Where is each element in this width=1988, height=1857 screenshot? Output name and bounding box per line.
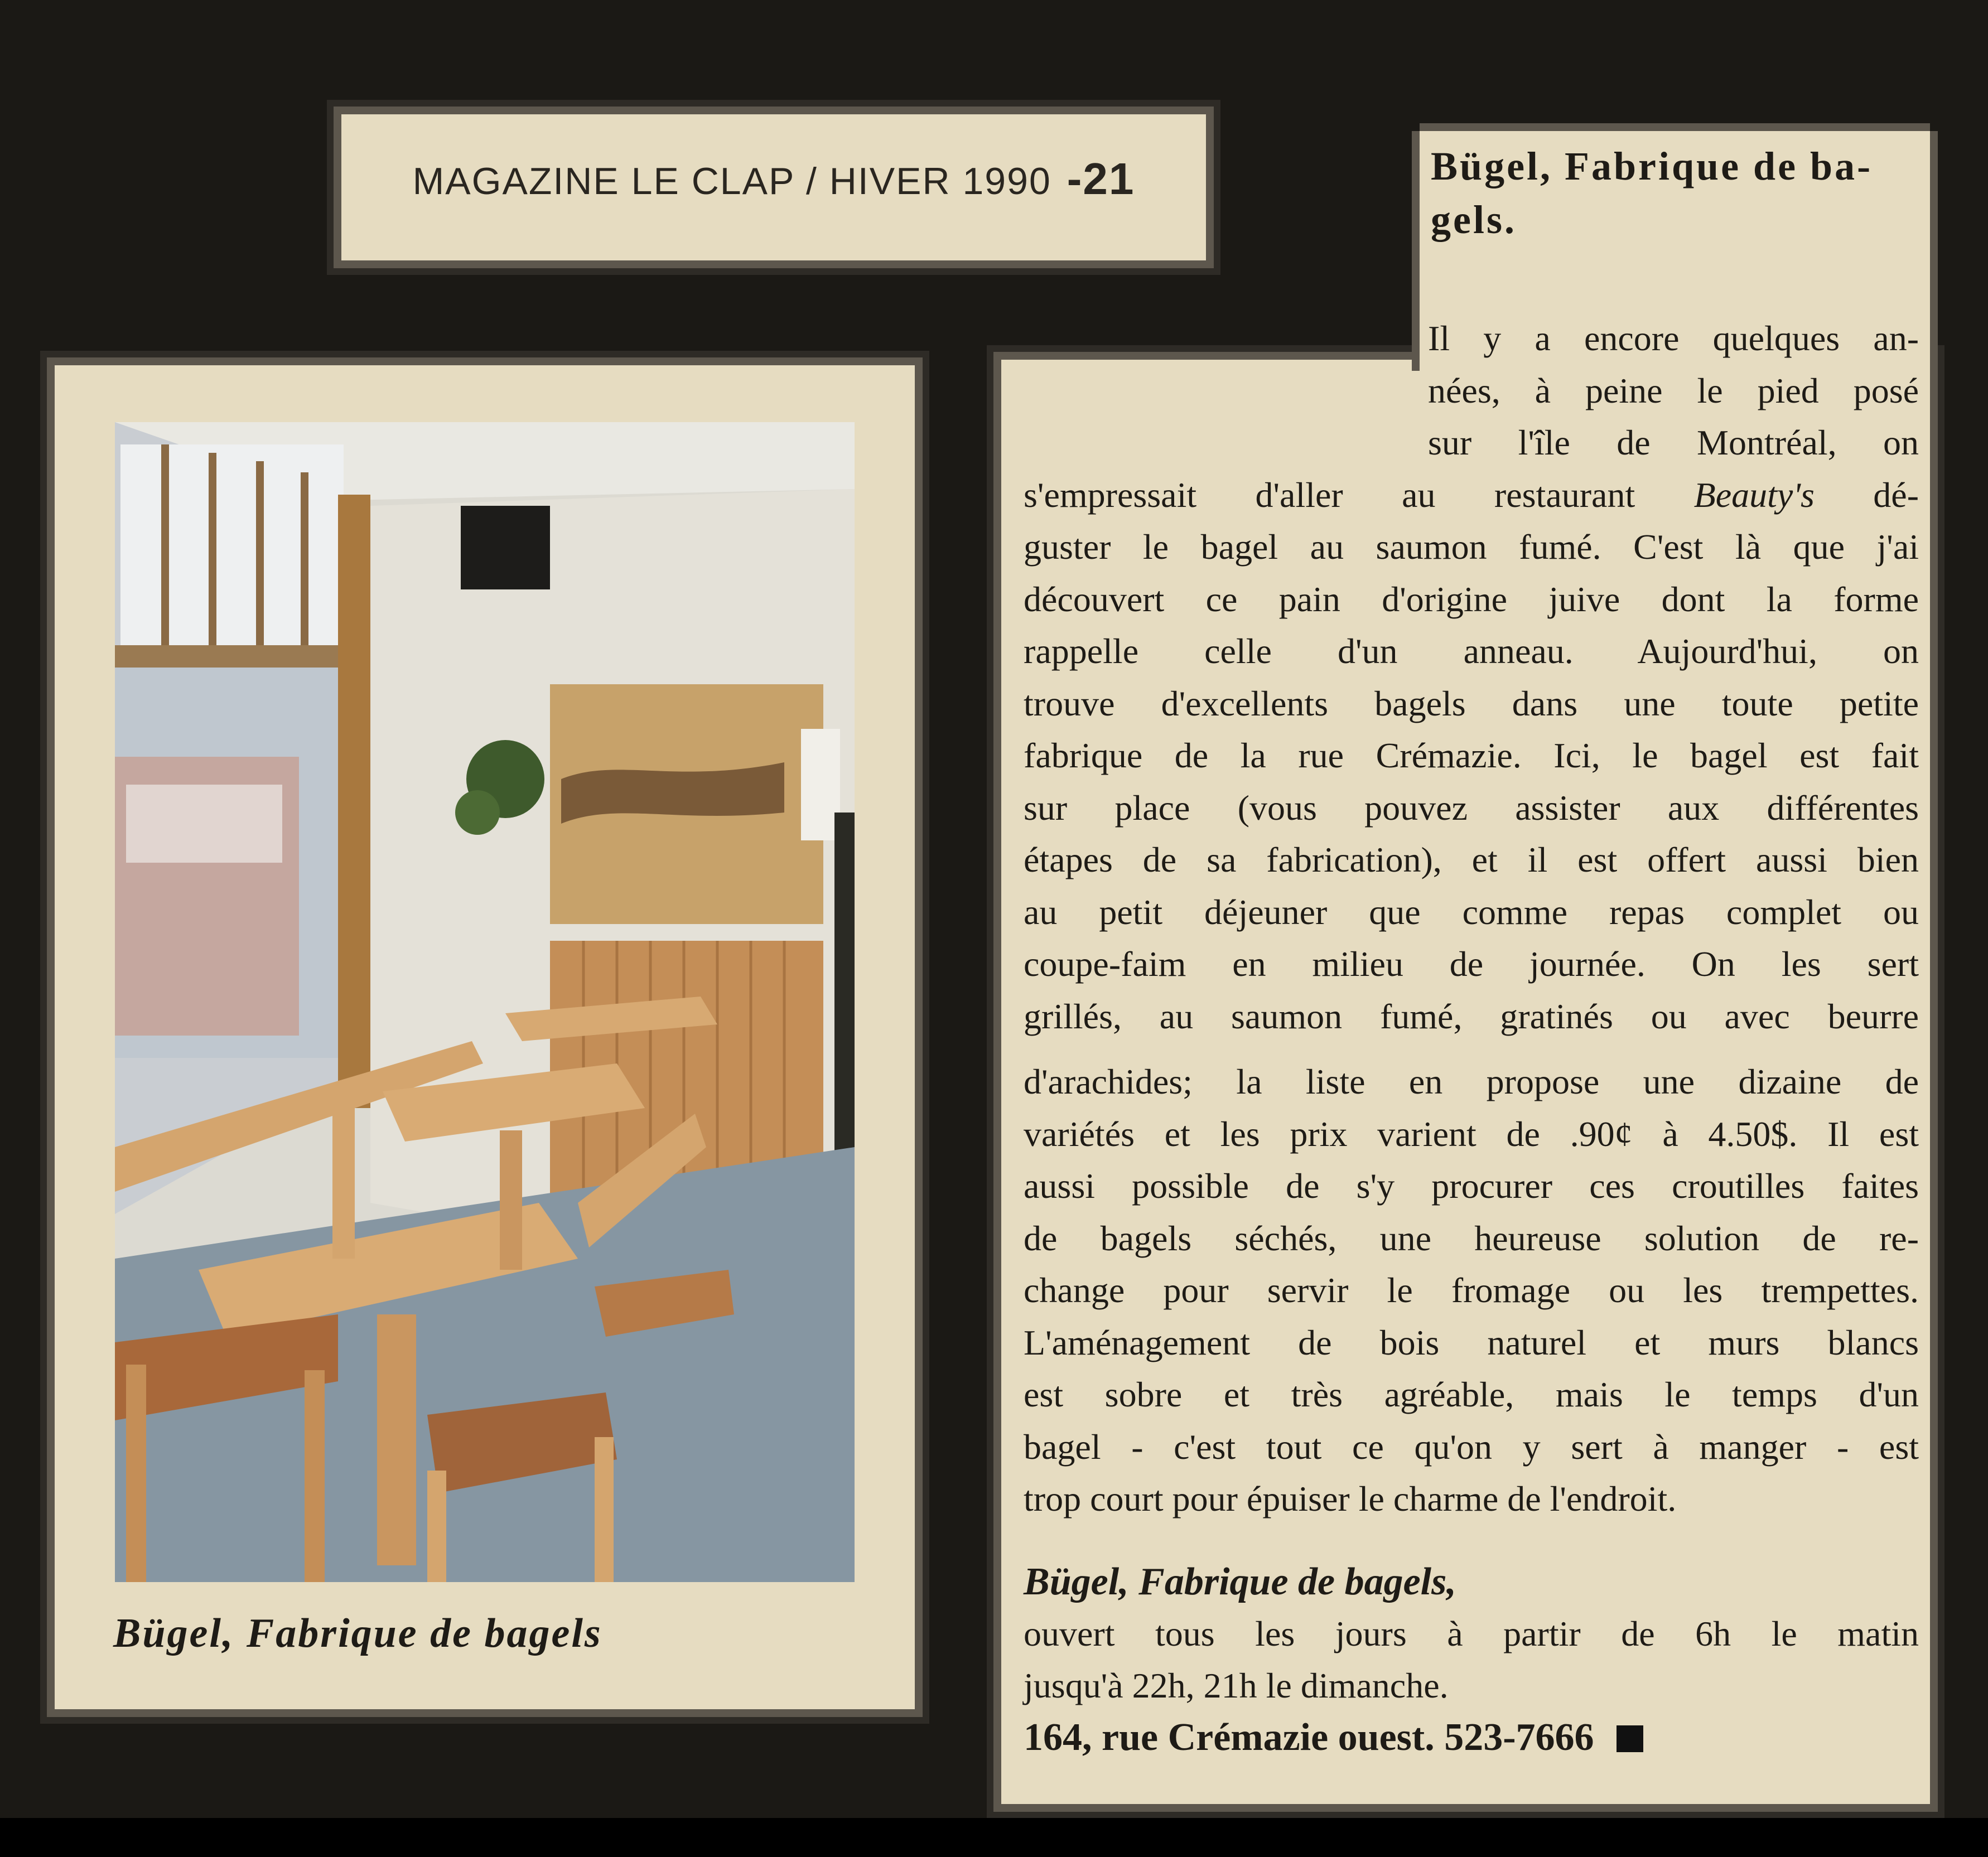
photo-clipping — [55, 365, 915, 1709]
body-line: change pour servir le fromage ou les trempettes. — [1024, 1270, 1919, 1310]
magazine-title: MAGAZINE LE CLAP / HIVER 1990 — [412, 160, 1051, 202]
body-line: bagel - c'est tout ce qu'on y sert à manger - est — [1024, 1426, 1919, 1467]
header-clipping — [341, 114, 1206, 260]
body-line: Il y a encore quelques an- — [1428, 318, 1919, 358]
body-line: variétés et les prix varient de .90¢ à 4.50$. Il est — [1024, 1114, 1919, 1154]
article-headline — [1431, 139, 1922, 246]
body-line: sur l'île de Montréal, on — [1428, 423, 1919, 462]
body-line: sur place (vous pouvez assister aux différentes — [1024, 787, 1919, 828]
body-line: fabrique de la rue Crémazie. Ici, le bagel est fait — [1024, 736, 1919, 775]
restaurant-name-italic: Beauty's — [1693, 475, 1815, 515]
photo-caption: Bügel, Fabrique de bagels — [113, 1611, 602, 1656]
body-line: nées, à peine le pied posé — [1428, 370, 1919, 410]
body-line: grillés, au saumon fumé, gratinés ou avec beurre — [1024, 996, 1919, 1036]
end-of-article-mark — [1617, 1725, 1643, 1752]
body-line: est sobre et très agréable, mais le temps d'un — [1024, 1375, 1919, 1414]
opening-hours-line: ouvert tous les jours à partir de 6h le matin — [1024, 1614, 1919, 1653]
restaurant-name: Bügel, Fabrique de bagels, — [1024, 1560, 1456, 1603]
body-line: découvert ce pain d'origine juive dont la forme — [1024, 579, 1919, 619]
body-line: au petit déjeuner que comme repas complet ou — [1024, 892, 1919, 932]
restaurant-address — [1024, 1711, 1919, 1763]
body-line: étapes de sa fabrication), et il est offert aussi bien — [1024, 840, 1919, 879]
running-header — [341, 153, 1206, 205]
address-text: 164, rue Crémazie ouest. 523-7666 — [1024, 1716, 1594, 1759]
opening-hours-line: jusqu'à 22h, 21h le dimanche. — [1024, 1666, 1449, 1705]
body-line: de bagels séchés, une heureuse solution de re- — [1024, 1218, 1919, 1258]
body-line: aussi possible de s'y procurer ces croutilles faites — [1024, 1166, 1919, 1206]
headline-line: Bügel, Fabrique de ba- — [1431, 144, 1873, 188]
article-body — [1024, 312, 1919, 1525]
body-line: trop court pour épuiser le charme de l'endroit. — [1024, 1479, 1677, 1519]
body-line: rappelle celle d'un anneau. Aujourd'hui, on — [1024, 631, 1919, 671]
body-line: s'empressait d'aller au restaurant Beauty's dé- — [1024, 475, 1919, 515]
body-line: d'arachides; la liste en propose une dizaine de — [1024, 1062, 1919, 1101]
page-number: -21 — [1067, 154, 1135, 204]
restaurant-info — [1024, 1556, 1919, 1763]
body-line: L'aménagement de bois naturel et murs blancs — [1024, 1322, 1919, 1362]
restaurant-photo — [115, 422, 855, 1582]
headline-line: gels. — [1431, 197, 1517, 242]
body-line: trouve d'excellents bagels dans une toute petite — [1024, 683, 1919, 723]
body-line: guster le bagel au saumon fumé. C'est là que j'ai — [1024, 527, 1919, 567]
body-line: coupe-faim en milieu de journée. On les sert — [1024, 944, 1919, 984]
bottom-border — [0, 1818, 1988, 1857]
